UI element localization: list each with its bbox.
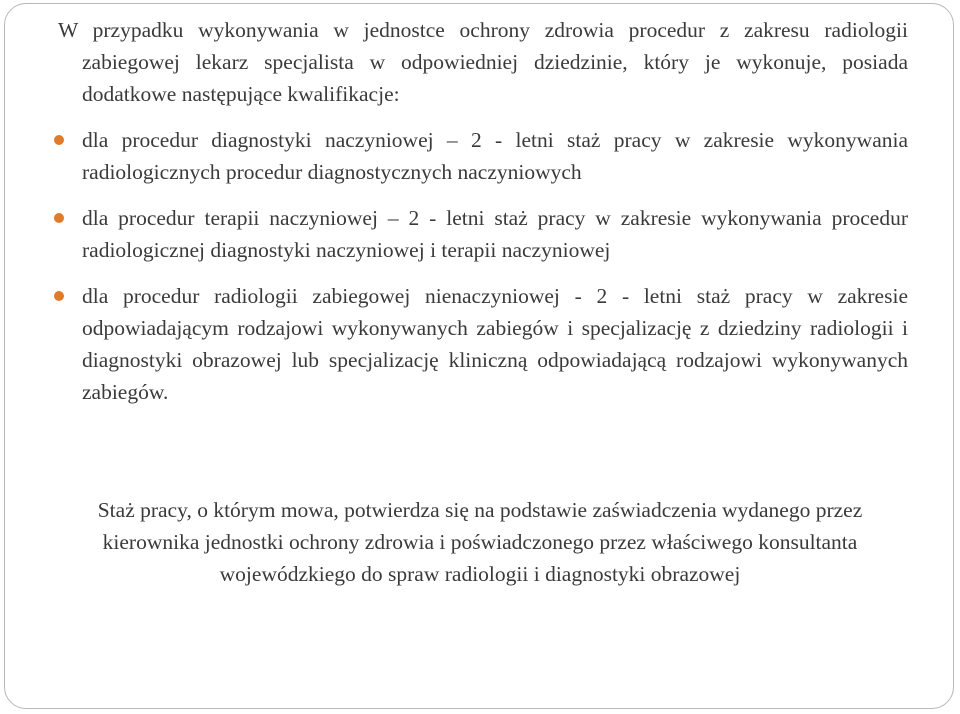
list-item-text: dla procedur radiologii zabiegowej nienaczyniowej - 2 - letni staż pracy w zakresie odpowiadającym rodzajowi wykonywanych zabiegów i specjalizację z dziedziny radiologii i diagnostyki obrazowej lub specjalizację kliniczną odpowiadającą rodzajowi wykonywanych zabiegów. <box>82 284 908 404</box>
intro-paragraph: W przypadku wykonywania w jednostce ochrony zdrowia procedur z zakresu radiologii zabiegowej lekarz specjalista w odpowiedniej dziedzinie, który je wykonuje, posiada dodatkowe następujące kwalifikacje: <box>58 18 908 106</box>
bullet-dot-icon <box>54 135 64 145</box>
qualification-list <box>58 124 908 408</box>
list-item-text: dla procedur diagnostyki naczyniowej – 2 - letni staż pracy w zakresie wykonywania radiologicznych procedur diagnostycznych naczyniowych <box>82 128 908 184</box>
list-item-text: dla procedur terapii naczyniowej – 2 - letni staż pracy w zakresie wykonywania procedur radiologicznej diagnostyki naczyniowej i terapii naczyniowej <box>82 206 908 262</box>
closing-paragraph: Staż pracy, o którym mowa, potwierdza się na podstawie zaświadczenia wydanego przez kierownika jednostki ochrony zdrowia i poświadczonego przez właściwego konsultanta wojewódzkiego do spraw radiologii i diagnostyki obrazowej <box>97 497 863 586</box>
slide-content <box>58 14 908 422</box>
list-item <box>58 202 908 266</box>
list-item <box>58 280 908 408</box>
list-item <box>58 124 908 188</box>
bullet-dot-icon <box>54 291 64 301</box>
bullet-dot-icon <box>54 213 64 223</box>
